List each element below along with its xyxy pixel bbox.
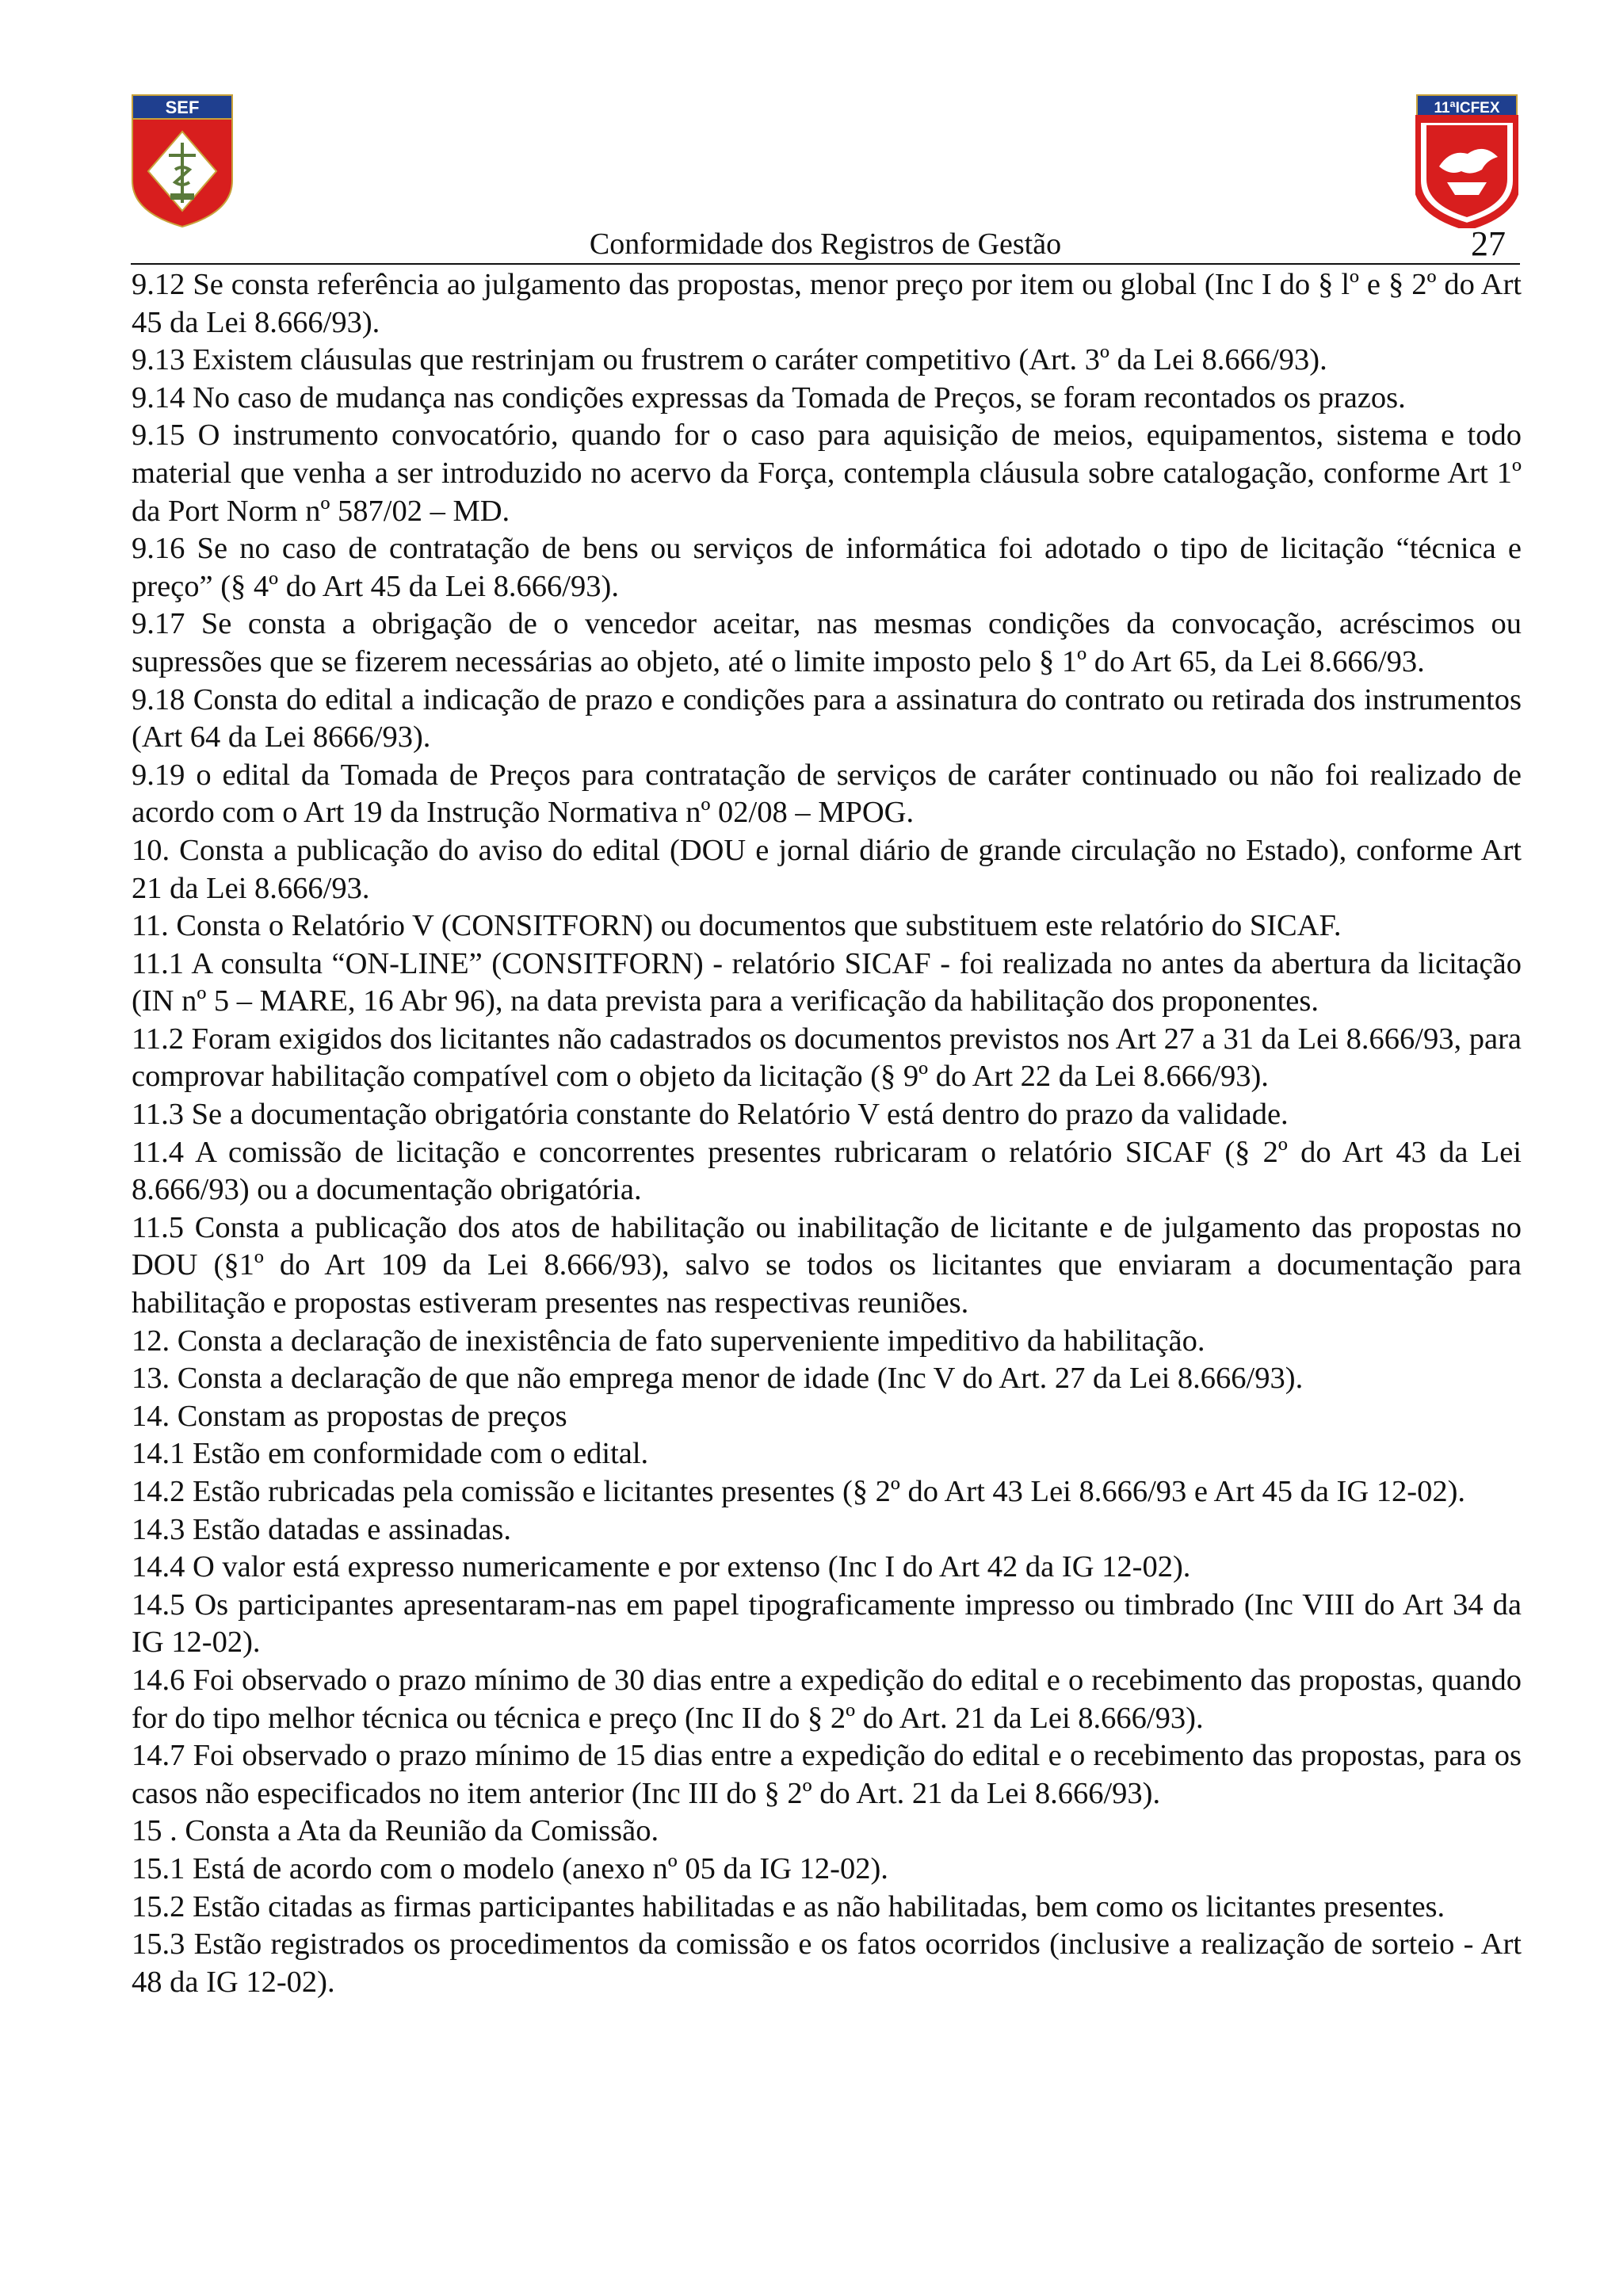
paragraph: 11. Consta o Relatório V (CONSITFORN) ou documentos que substituem este relatório do SICAF. bbox=[132, 909, 1342, 943]
paragraph: 12. Consta a declaração de inexistência de fato superveniente impeditivo da habilitação. bbox=[132, 1324, 1205, 1358]
paragraph: 11.5 Consta a publicação dos atos de habilitação ou inabilitação de licitante e de julgamento das propostas no DOU (§1º do Art 109 da Lei 8.666/93), salvo se todos os licitantes que enviaram a documentação para habilitação e propostas estiveram presentes nas respectivas reuniões. bbox=[132, 1210, 1522, 1320]
paragraph: 9.15 O instrumento convocatório, quando for o caso para aquisição de meios, equipamentos, sistema e todo material que venha a ser introduzido no acervo da Força, contempla cláusula sobre catalogação, conforme Art 1º da Port Norm nº 587/02 – MD. bbox=[132, 418, 1522, 528]
paragraph: 15 . Consta a Ata da Reunião da Comissão. bbox=[132, 1814, 659, 1848]
page-header bbox=[131, 223, 1520, 265]
paragraph: 9.19 o edital da Tomada de Preços para contratação de serviços de caráter continuado ou não foi realizado de acordo com o Art 19 da Instrução Normativa nº 02/08 – MPOG. bbox=[132, 758, 1522, 830]
icfex-shield-icon bbox=[1415, 94, 1518, 228]
header-title: Conformidade dos Registros de Gestão bbox=[589, 227, 1062, 261]
paragraph: 15.3 Estão registrados os procedimentos da comissão e os fatos ocorridos (inclusive a realização de sorteio - Art 48 da IG 12-02). bbox=[132, 1927, 1522, 1999]
paragraph: 14. Constam as propostas de preços bbox=[132, 1399, 567, 1433]
paragraph: 9.13 Existem cláusulas que restrinjam ou frustrem o caráter competitivo (Art. 3º da Lei 8.666/93). bbox=[132, 343, 1327, 377]
paragraph: 9.17 Se consta a obrigação de o vencedor aceitar, nas mesmas condições da convocação, acréscimos ou supressões que se fizerem necessárias ao objeto, até o limite imposto pelo § 1º do Art 65, da Lei 8.666/93. bbox=[132, 607, 1522, 678]
paragraph: 9.18 Consta do edital a indicação de prazo e condições para a assinatura do contrato ou retirada dos instrumentos (Art 64 da Lei 8666/93). bbox=[132, 682, 1522, 755]
paragraph: 14.2 Estão rubricadas pela comissão e licitantes presentes (§ 2º do Art 43 Lei 8.666/93 e Art 45 da IG 12-02). bbox=[132, 1475, 1466, 1508]
paragraph: 14.4 O valor está expresso numericamente e por extenso (Inc I do Art 42 da IG 12-02). bbox=[132, 1550, 1191, 1584]
logo-right-text: 11ªICFEX bbox=[1434, 100, 1500, 117]
paragraph: 14.5 Os participantes apresentaram-nas em papel tipograficamente impresso ou timbrado (Inc VIII do Art 34 da IG 12-02). bbox=[132, 1587, 1522, 1660]
sef-shield-icon bbox=[131, 94, 234, 228]
page-number: 27 bbox=[1471, 224, 1506, 263]
paragraph: 9.14 No caso de mudança nas condições expressas da Tomada de Preços, se foram recontados os prazos. bbox=[132, 380, 1406, 415]
paragraph: 14.6 Foi observado o prazo mínimo de 30 dias entre a expedição do edital e o recebimento das propostas, quando for do tipo melhor técnica ou técnica e preço (Inc II do § 2º do Art. 21 da Lei 8.666/93). bbox=[132, 1663, 1522, 1735]
paragraph: 13. Consta a declaração de que não emprega menor de idade (Inc V do Art. 27 da Lei 8.666/93). bbox=[132, 1362, 1304, 1396]
logo-left-text: SEF bbox=[165, 97, 200, 117]
icfex-logo bbox=[1415, 94, 1518, 228]
paragraph: 15.1 Está de acordo com o modelo (anexo nº 05 da IG 12-02). bbox=[132, 1851, 888, 1885]
paragraph: 9.12 Se consta referência ao julgamento das propostas, menor preço por item ou global (Inc I do § lº e § 2º do Art 45 da Lei 8.666/93). bbox=[132, 268, 1522, 339]
document-body bbox=[132, 266, 1522, 2001]
paragraph: 11.3 Se a documentação obrigatória constante do Relatório V está dentro do prazo da validade. bbox=[132, 1098, 1289, 1132]
paragraph: 14.3 Estão datadas e assinadas. bbox=[132, 1512, 511, 1546]
paragraph: 14.1 Estão em conformidade com o edital. bbox=[132, 1437, 649, 1471]
paragraph: 11.2 Foram exigidos dos licitantes não cadastrados os documentos previstos nos Art 27 a 31 da Lei 8.666/93, para comprovar habilitação compatível com o objeto da licitação (§ 9º do Art 22 da Lei 8.666/93). bbox=[132, 1022, 1522, 1094]
paragraph: 11.4 A comissão de licitação e concorrentes presentes rubricaram o relatório SICAF (§ 2º do Art 43 da Lei 8.666/93) ou a documentação obrigatória. bbox=[132, 1135, 1522, 1207]
paragraph: 9.16 Se no caso de contratação de bens ou serviços de informática foi adotado o tipo de licitação “técnica e preço” (§ 4º do Art 45 da Lei 8.666/93). bbox=[132, 532, 1522, 603]
paragraph: 10. Consta a publicação do aviso do edital (DOU e jornal diário de grande circulação no Estado), conforme Art 21 da Lei 8.666/93. bbox=[132, 833, 1522, 905]
paragraph: 11.1 A consulta “ON-LINE” (CONSITFORN) - relatório SICAF - foi realizada no antes da abertura da licitação (IN nº 5 – MARE, 16 Abr 96), na data prevista para a verificação da habilitação dos proponentes. bbox=[132, 946, 1522, 1018]
paragraph: 15.2 Estão citadas as firmas participantes habilitadas e as não habilitadas, bem como os licitantes presentes. bbox=[132, 1889, 1445, 1924]
sef-logo bbox=[131, 94, 234, 228]
paragraph: 14.7 Foi observado o prazo mínimo de 15 dias entre a expedição do edital e o recebimento das propostas, para os casos não especificados no item anterior (Inc III do § 2º do Art. 21 da Lei 8.666/93). bbox=[132, 1739, 1522, 1810]
